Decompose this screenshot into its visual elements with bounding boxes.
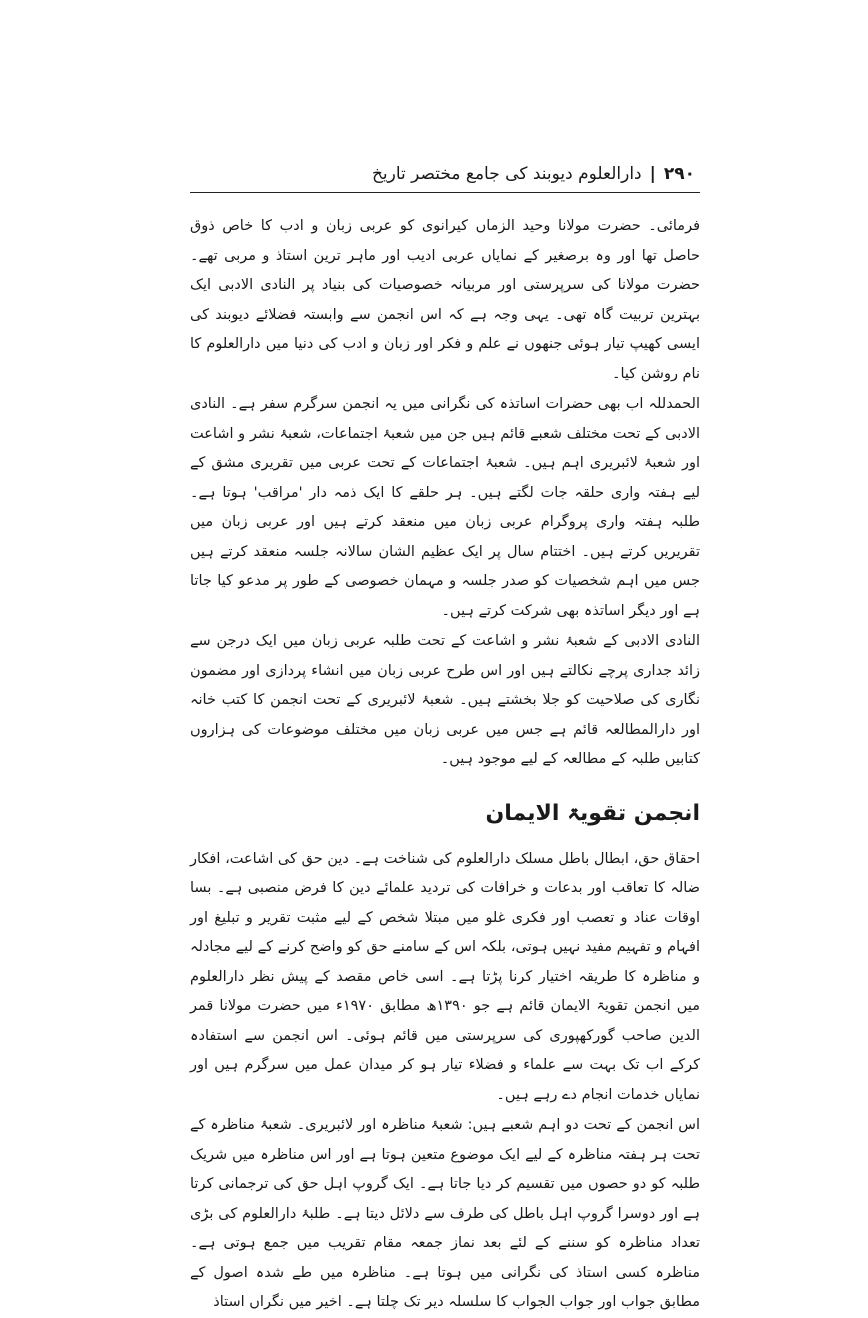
running-header: [190, 160, 695, 188]
paragraph: اس انجمن کے تحت دو اہم شعبے ہیں: شعبۂ مناظرہ اور لائبریری۔ شعبۂ مناظرہ کے تحت ہر ہفتہ مناظرہ کے لیے ایک موضوع متعین ہوتا ہے اور اس مناظرہ میں شریک طلبہ کو دو حصوں میں تقسیم کر دیا جاتا ہے۔ ایک گروپ اہل حق کی ترجمانی کرتا ہے اور دوسرا گروپ اہل باطل کی طرف سے دلائل دیتا ہے۔ طلبۂ دارالعلوم کی بڑی تعداد مناظرہ کو سننے کے لئے بعد نماز جمعہ مقام تقریب میں جمع ہوتی ہے۔ مناظرہ کسی استاذ کی نگرانی میں ہوتا ہے۔ مناظرہ میں طے شدہ اصول کے مطابق جواب اور جواب الجواب کا سلسلہ دیر تک چلتا ہے۔ اخیر میں نگراں استاذ: [190, 1117, 700, 1310]
header-divider: [190, 192, 700, 193]
section-heading: انجمن تقویۃ الایمان: [485, 800, 700, 826]
paragraph: النادی الادبی کے شعبۂ نشر و اشاعت کے تحت طلبہ عربی زبان میں ایک درجن سے زائد جداری پرچے نکالتے ہیں اور اس طرح عربی زبان میں انشاء پردازی اور مضمون نگاری کی صلاحیت کو جلا بخشتے ہیں۔ شعبۂ لائبریری کے تحت انجمن کا کتب خانہ اور دارالمطالعہ قائم ہے جس میں عربی زبان میں مختلف موضوعات کی ہزاروں کتابیں طلبہ کے مطالعہ کے لیے موجود ہیں۔: [190, 633, 700, 767]
running-title: دارالعلوم دیوبند کی جامع مختصر تاریخ: [371, 164, 642, 184]
page-number: ۲۹۰: [663, 164, 695, 184]
paragraph: الحمدللہ اب بھی حضرات اساتذہ کی نگرانی میں یہ انجمن سرگرم سفر ہے۔ النادی الادبی کے تحت مختلف شعبے قائم ہیں جن میں شعبۂ اجتماعات، شعبۂ نشر و اشاعت اور شعبۂ لائبریری اہم ہیں۔ شعبۂ اجتماعات کے تحت عربی میں تقریری مشق کے لیے ہفتہ واری حلقہ جات لگتے ہیں۔ ہر حلقے کا ایک ذمہ دار 'مراقب' ہوتا ہے۔ طلبہ ہفتہ واری پروگرام عربی زبان میں منعقد کرتے ہیں اور عربی زبان میں تقریریں کرتے ہیں۔ اختتام سال پر ایک عظیم الشان سالانہ جلسہ منعقد کرتے ہیں جس میں اہم شخصیات کو صدر جلسہ و مہمان خصوصی کے طور پر مدعو کیا جاتا ہے اور دیگر اساتذہ بھی شرکت کرتے ہیں۔: [190, 396, 700, 619]
paragraph: فرمائی۔ حضرت مولانا وحید الزماں کیرانوی کو عربی زبان و ادب کا خاص ذوق حاصل تھا اور وہ برصغیر کے نمایاں عربی ادیب اور ماہر ترین استاذ و مربی تھے۔ حضرت مولانا کی سرپرستی اور مربیانہ خصوصیات کی بنیاد پر النادی الادبی ایک بہترین تربیت گاہ تھی۔ یہی وجہ ہے کہ اس انجمن سے وابستہ فضلائے دیوبند کی ایسی کھیپ تیار ہوئی جنھوں نے علم و فکر اور زبان و ادب کی دنیا میں دارالعلوم کا نام روشن کیا۔: [190, 218, 700, 382]
page-body: [190, 212, 700, 1318]
paragraph: احقاق حق، ابطال باطل مسلک دارالعلوم کی شناخت ہے۔ دین حق کی اشاعت، افکار ضالہ کا تعاقب اور بدعات و خرافات کی تردید علمائے دین کا فرض منصبی ہے۔ بسا اوقات عناد و تعصب اور فکری غلو میں مبتلا شخص کے لیے مثبت تقریر و تبلیغ اور افہام و تفہیم مفید نہیں ہوتی، بلکہ اس کے سامنے حق کو واضح کرنے کے لیے مجادلہ و مناظرہ کا طریقہ اختیار کرنا پڑتا ہے۔ اسی خاص مقصد کے پیش نظر دارالعلوم میں انجمن تقویۃ الایمان قائم ہے جو ۱۳۹۰ھ مطابق ۱۹۷۰ء میں حضرت مولانا قمر الدین صاحب گورکھپوری کی سرپرستی میں قائم ہوئی۔ اس انجمن سے استفادہ کرکے اب تک بہت سے علماء و فضلاء تیار ہو کر میدان عمل میں سرگرم ہیں اور نمایاں خدمات انجام دے رہے ہیں۔: [190, 850, 700, 1103]
header-separator: |: [649, 164, 656, 184]
